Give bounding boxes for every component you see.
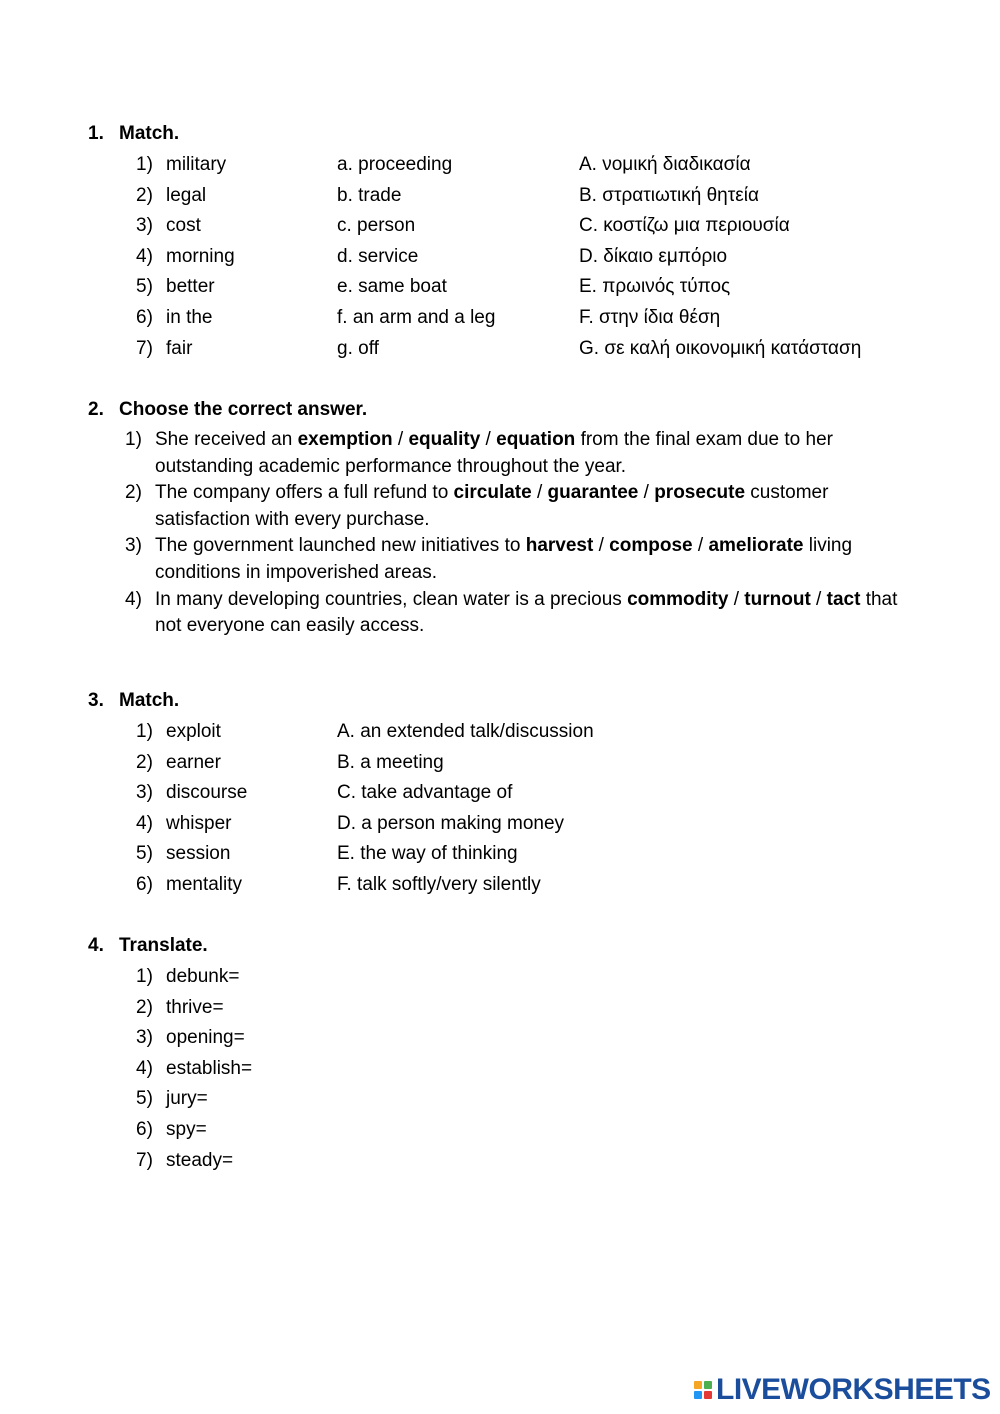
answer-option[interactable]: exemption <box>297 429 393 450</box>
match-word: morning <box>166 245 235 267</box>
match-definition: B. a meeting <box>337 751 444 773</box>
sentence-end: that not everyone can easily access. <box>155 588 898 637</box>
logo-mark-square <box>704 1391 712 1399</box>
match-word: fair <box>166 337 193 359</box>
section-4 <box>88 933 928 1176</box>
translate-word: thrive= <box>166 996 224 1018</box>
option-separator: / <box>810 588 827 610</box>
translate-word: debunk= <box>166 966 240 987</box>
match-row <box>88 839 928 870</box>
sentence-start: In many developing countries, clean water is a precious <box>155 588 628 610</box>
match-word: earner <box>166 751 221 773</box>
liveworksheets-logo <box>694 1374 991 1406</box>
sentence-start: The company offers a full refund to <box>155 482 454 504</box>
match-row <box>88 303 928 334</box>
item-number: 5) <box>136 276 153 298</box>
match-definition: F. talk softly/very silently <box>337 873 541 895</box>
question-sentence <box>88 427 928 480</box>
item-number: 1) <box>136 966 153 987</box>
option-separator: / <box>392 429 409 450</box>
match-word: session <box>166 843 231 865</box>
translate-row[interactable] <box>88 1023 928 1054</box>
answer-option[interactable]: guarantee <box>547 482 639 504</box>
match-definition: A. an extended talk/discussion <box>337 721 594 742</box>
section-2 <box>88 397 928 640</box>
option-separator: / <box>593 535 610 557</box>
match-pair: d. service <box>337 245 419 267</box>
item-number: 3) <box>136 782 153 804</box>
item-number: 6) <box>136 1118 153 1140</box>
translate-row[interactable] <box>88 1084 928 1115</box>
match-row <box>88 809 928 840</box>
section-4-number: 4. <box>88 935 104 956</box>
match-word: whisper <box>166 812 232 834</box>
item-number: 3) <box>136 1027 153 1049</box>
answer-option[interactable]: equality <box>408 429 481 450</box>
match-row <box>88 242 928 273</box>
match-greek: G. σε καλή οικονομική κατάσταση <box>579 337 862 359</box>
section-3-title: Match. <box>119 690 180 711</box>
match-greek: C. κοστίζω μια περιουσία <box>579 215 790 237</box>
match-greek: F. στην ίδια θέση <box>579 306 721 328</box>
section-2-heading <box>88 397 928 423</box>
translate-word: jury= <box>166 1088 208 1110</box>
option-separator: / <box>638 482 655 504</box>
match-row <box>88 870 928 901</box>
item-number: 4) <box>136 245 153 267</box>
section-1-heading <box>88 121 928 147</box>
match-definition: E. the way of thinking <box>337 843 518 865</box>
option-separator: / <box>531 482 548 504</box>
answer-option[interactable]: commodity <box>627 588 729 610</box>
option-separator: / <box>692 535 709 557</box>
match-row <box>88 717 928 748</box>
item-number: 3) <box>136 215 153 237</box>
match-pair: e. same boat <box>337 276 447 298</box>
translate-word: opening= <box>166 1027 245 1049</box>
item-number: 7) <box>136 337 153 359</box>
section-3-heading <box>88 688 928 714</box>
logo-mark-icon <box>694 1381 712 1399</box>
match-row <box>88 778 928 809</box>
match-greek: A. νομική διαδικασία <box>579 154 751 175</box>
logo-mark-square <box>694 1391 702 1399</box>
translate-word: steady= <box>166 1149 234 1171</box>
match-row <box>88 150 928 181</box>
sentence-start: She received an <box>155 429 298 450</box>
section-1-title: Match. <box>119 123 180 144</box>
logo-mark-square <box>704 1381 712 1389</box>
item-number: 3) <box>125 535 142 557</box>
match-row <box>88 181 928 212</box>
match-word: legal <box>166 184 207 206</box>
option-separator: / <box>480 429 497 450</box>
logo-text: LIVEWORKSHEETS <box>716 1373 991 1406</box>
match-greek: D. δίκαιο εμπόριο <box>579 245 728 267</box>
match-word: cost <box>166 215 201 237</box>
match-pair: f. an arm and a leg <box>337 306 496 328</box>
match-word: in the <box>166 306 213 328</box>
option-separator: / <box>728 588 745 610</box>
answer-option[interactable]: harvest <box>525 535 594 557</box>
translate-row[interactable] <box>88 993 928 1024</box>
item-number: 6) <box>136 306 153 328</box>
section-1-number: 1. <box>88 123 104 144</box>
sentence-end: from the final exam due to her outstanding academic performance throughout the year. <box>155 429 833 477</box>
item-number: 6) <box>136 873 153 895</box>
translate-row[interactable] <box>88 1054 928 1085</box>
item-number: 5) <box>136 1088 153 1110</box>
item-number: 4) <box>125 588 142 610</box>
match-word: exploit <box>166 721 221 742</box>
match-row <box>88 211 928 242</box>
match-row <box>88 272 928 303</box>
match-pair: g. off <box>337 337 379 359</box>
sentence-end: living conditions in impoverished areas. <box>155 535 853 583</box>
section-3 <box>88 688 928 901</box>
match-definition: C. take advantage of <box>337 782 513 804</box>
match-definition: D. a person making money <box>337 812 565 834</box>
question-sentence <box>88 533 928 586</box>
logo-mark-square <box>694 1381 702 1389</box>
match-greek: E. πρωινός τύπος <box>579 276 731 298</box>
section-3-number: 3. <box>88 690 104 711</box>
match-pair: c. person <box>337 215 416 237</box>
translate-row[interactable] <box>88 962 928 993</box>
question-sentence <box>88 480 928 533</box>
match-greek: B. στρατιωτική θητεία <box>579 184 759 206</box>
sentence-start: The government launched new initiatives to <box>155 535 526 557</box>
match-row <box>88 748 928 779</box>
section-4-heading <box>88 933 928 959</box>
item-number: 1) <box>125 429 142 450</box>
section-2-number: 2. <box>88 399 104 420</box>
match-pair: a. proceeding <box>337 154 453 175</box>
answer-option[interactable]: equation <box>496 429 576 450</box>
item-number: 1) <box>136 721 153 742</box>
item-number: 2) <box>136 996 153 1018</box>
question-sentence <box>88 587 928 640</box>
answer-option[interactable]: turnout <box>744 588 811 610</box>
item-number: 4) <box>136 812 153 834</box>
match-word: better <box>166 276 215 298</box>
item-number: 2) <box>125 482 142 504</box>
item-number: 2) <box>136 751 153 773</box>
item-number: 2) <box>136 184 153 206</box>
match-row <box>88 334 928 365</box>
answer-option[interactable]: circulate <box>453 482 532 504</box>
match-word: mentality <box>166 873 243 895</box>
translate-word: spy= <box>166 1118 207 1140</box>
answer-option[interactable]: ameliorate <box>708 535 804 557</box>
section-4-title: Translate. <box>119 935 208 956</box>
translate-word: establish= <box>166 1057 253 1079</box>
match-word: discourse <box>166 782 248 804</box>
answer-option[interactable]: prosecute <box>654 482 746 504</box>
translate-row[interactable] <box>88 1146 928 1177</box>
item-number: 7) <box>136 1149 153 1171</box>
sentence-end: customer satisfaction with every purchase. <box>155 482 829 530</box>
answer-option[interactable]: compose <box>609 535 693 557</box>
item-number: 1) <box>136 154 153 175</box>
translate-row[interactable] <box>88 1115 928 1146</box>
section-2-title: Choose the correct answer. <box>119 399 368 420</box>
section-1 <box>88 121 928 364</box>
answer-option[interactable]: tact <box>826 588 861 610</box>
item-number: 4) <box>136 1057 153 1079</box>
item-number: 5) <box>136 843 153 865</box>
match-word: military <box>166 154 227 175</box>
match-pair: b. trade <box>337 184 402 206</box>
